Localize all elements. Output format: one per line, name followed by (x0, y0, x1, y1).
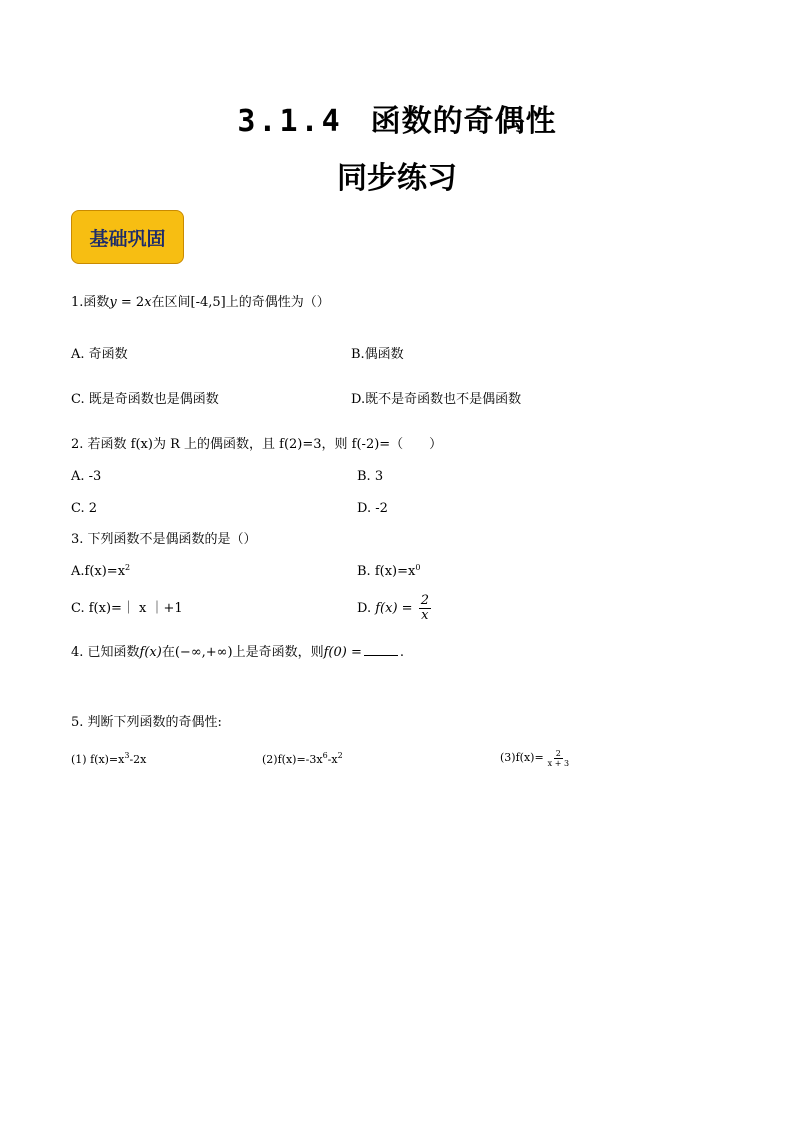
q3-option-a (71, 563, 130, 581)
q2-option-d: D. -2 (357, 501, 388, 516)
q1-option-b: B.偶函数 (351, 347, 404, 362)
q4-f0: f(0) = (323, 645, 362, 660)
q5-part-2-text: (2)f(x)=-3x (262, 753, 323, 766)
q5-part-2-exponent-2: 2 (337, 751, 343, 760)
q1-option-d: D.既不是奇函数也不是偶函数 (351, 392, 522, 407)
q3-option-a-text: A.f(x)=x (71, 564, 126, 579)
q3-option-d-fraction (419, 594, 431, 623)
q3-option-d-label: D. (357, 601, 372, 616)
answer-blank[interactable] (364, 643, 398, 656)
q2-option-c: C. 2 (71, 501, 98, 516)
q5-part-3-text: (3)f(x)= (500, 751, 544, 764)
question-3: 3. 下列函数不是偶函数的是（） (71, 532, 257, 547)
q2-option-a: A. -3 (71, 469, 102, 484)
q3-option-b-text: B. f(x)=x (357, 564, 416, 579)
fraction-denominator: x + 3 (547, 758, 570, 768)
q3-option-a-exponent: 2 (125, 563, 131, 572)
question-2: 2. 若函数 f(x)为 R 上的偶函数，且 f(2)=3，则 f(-2)=（ ） (71, 437, 443, 452)
q5-part-1-rest: -2x (129, 753, 147, 766)
q1-suffix: 在区间[-4,5]上的奇偶性为（） (151, 295, 330, 310)
q3-option-d (357, 591, 433, 627)
q4-mid2: 上是奇函数，则 (232, 645, 324, 660)
q3-option-b (357, 563, 420, 581)
q4-prefix: 4. 已知函数 (71, 645, 140, 660)
q4-mid1: 在 (161, 645, 175, 660)
section-number: 3.1.4 (237, 104, 343, 139)
q3-option-d-func: f(x) = (375, 601, 413, 616)
page-subtitle: 同步练习 (337, 161, 457, 196)
q5-part-2 (262, 751, 343, 769)
q1-y: y (109, 295, 117, 310)
q5-part-3 (500, 745, 573, 771)
q5-part-1-exponent: 3 (124, 751, 130, 760)
q1-option-c: C. 既是奇函数也是偶函数 (71, 392, 219, 407)
fraction-denominator: x (421, 608, 429, 623)
q4-suffix: . (399, 645, 405, 660)
fraction-numerator: 2 (555, 748, 561, 758)
question-1 (71, 294, 330, 312)
title-topic: 函数的奇偶性 (370, 104, 557, 139)
q5-part-2-mid: -x (327, 753, 338, 766)
q1-option-a: A. 奇函数 (71, 347, 128, 362)
q1-prefix: 1.函数 (71, 295, 110, 310)
question-4 (71, 643, 404, 662)
section-badge: 基础巩固 (71, 210, 184, 264)
q4-fx: f(x) (139, 645, 162, 660)
fraction-numerator: 2 (420, 593, 429, 608)
q2-option-b: B. 3 (357, 469, 384, 484)
page-title (0, 96, 794, 140)
q5-part-1 (71, 751, 146, 769)
q5-part-1-text: (1) f(x)=x (71, 753, 125, 766)
q5-part-3-fraction (546, 749, 571, 768)
q3-option-b-exponent: 0 (415, 563, 421, 572)
q4-interval: (−∞,+∞) (174, 645, 233, 660)
question-5: 5. 判断下列函数的奇偶性: (71, 715, 222, 730)
q5-part-2-exponent-1: 6 (322, 751, 328, 760)
q3-option-c: C. f(x)=｜ x ｜+1 (71, 601, 183, 616)
q1-x: x (144, 295, 152, 310)
q1-eq: = 2 (116, 295, 145, 310)
